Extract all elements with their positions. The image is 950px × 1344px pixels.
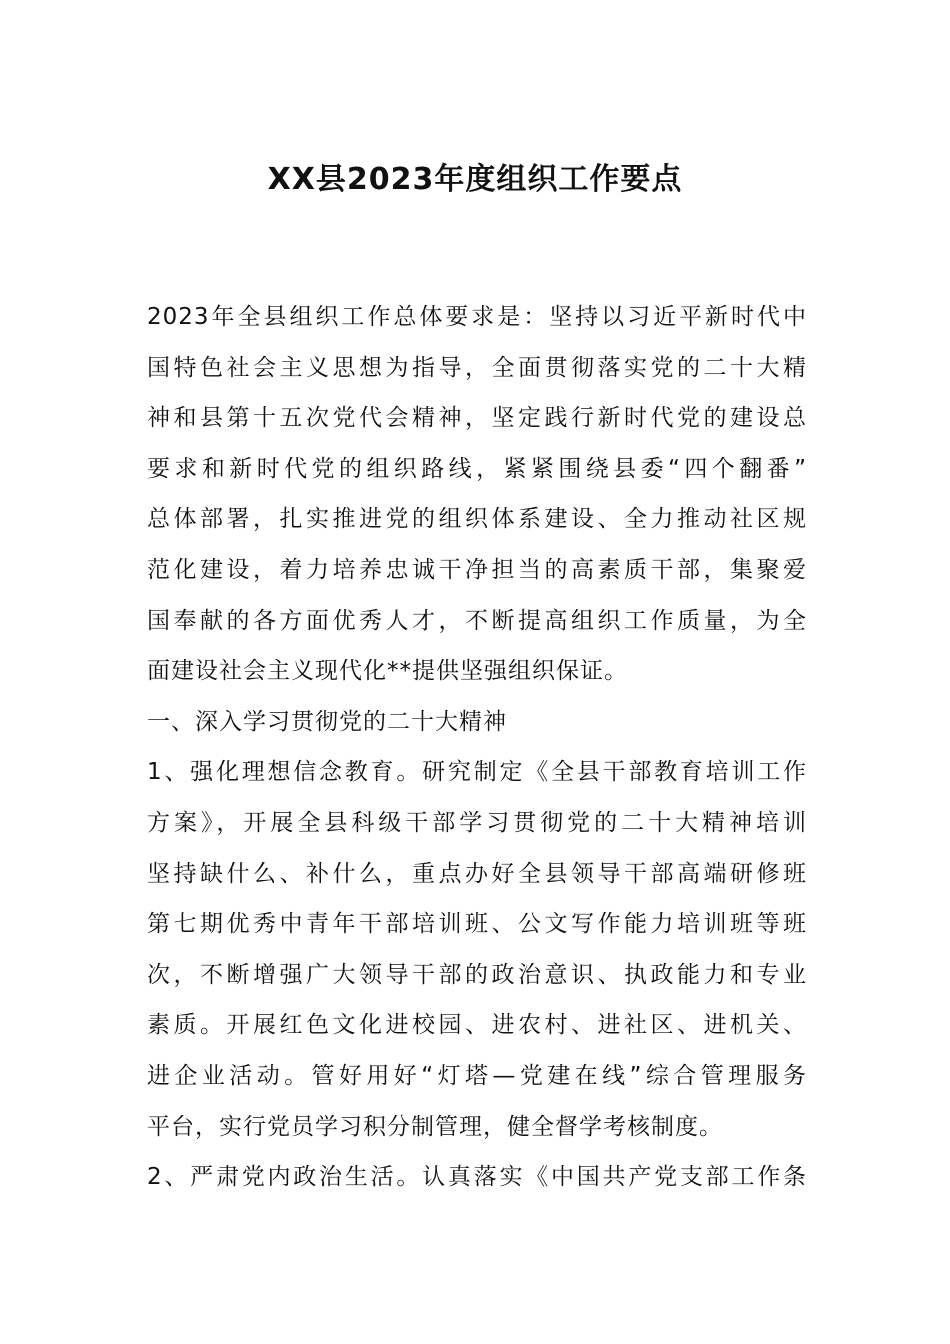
body-line: 国特色社会主义思想为指导，全面贯彻落实党的二十大精 xyxy=(147,354,807,381)
body-line: 要求和新时代党的组织路线，紧紧围绕县委“四个翻番” xyxy=(147,455,807,482)
body-line: 2、严肃党内政治生活。认真落实《中国共产党支部工作条 xyxy=(147,1164,807,1191)
body-line: 进企业活动。管好用好“灯塔—党建在线”综合管理服务 xyxy=(147,1062,807,1089)
body-line: 2023年全县组织工作总体要求是：坚持以习近平新时代中 xyxy=(147,304,807,330)
body-line: 平台，实行党员学习积分制管理，健全督学考核制度。 xyxy=(147,1113,723,1140)
body-line: 方案》，开展全县科级干部学习贯彻党的二十大精神培训 xyxy=(147,809,807,836)
document-body xyxy=(147,292,807,1203)
document-title: XX县2023年度组织工作要点 xyxy=(267,162,683,197)
body-line: 坚持缺什么、补什么，重点办好全县领导干部高端研修班 xyxy=(147,860,807,887)
body-line: 第七期优秀中青年干部培训班、公文写作能力培训班等班 xyxy=(147,911,807,938)
body-line: 1、强化理想信念教育。研究制定《全县干部教育培训工作 xyxy=(147,759,807,786)
body-line: 次，不断增强广大领导干部的政治意识、执政能力和专业 xyxy=(147,961,807,988)
body-line: 面建设社会主义现代化**提供坚强组织保证。 xyxy=(147,658,628,685)
body-line: 素质。开展红色文化进校园、进农村、进社区、进机关、 xyxy=(147,1012,807,1039)
body-line: 国奉献的各方面优秀人才，不断提高组织工作质量，为全 xyxy=(147,607,807,634)
body-line: 神和县第十五次党代会精神，坚定践行新时代党的建设总 xyxy=(147,405,807,432)
section-heading: 一、深入学习贯彻党的二十大精神 xyxy=(147,708,507,735)
body-line: 范化建设，着力培养忠诚干净担当的高素质干部，集聚爱 xyxy=(147,556,807,583)
body-line: 总体部署，扎实推进党的组织体系建设、全力推动社区规 xyxy=(147,506,807,533)
